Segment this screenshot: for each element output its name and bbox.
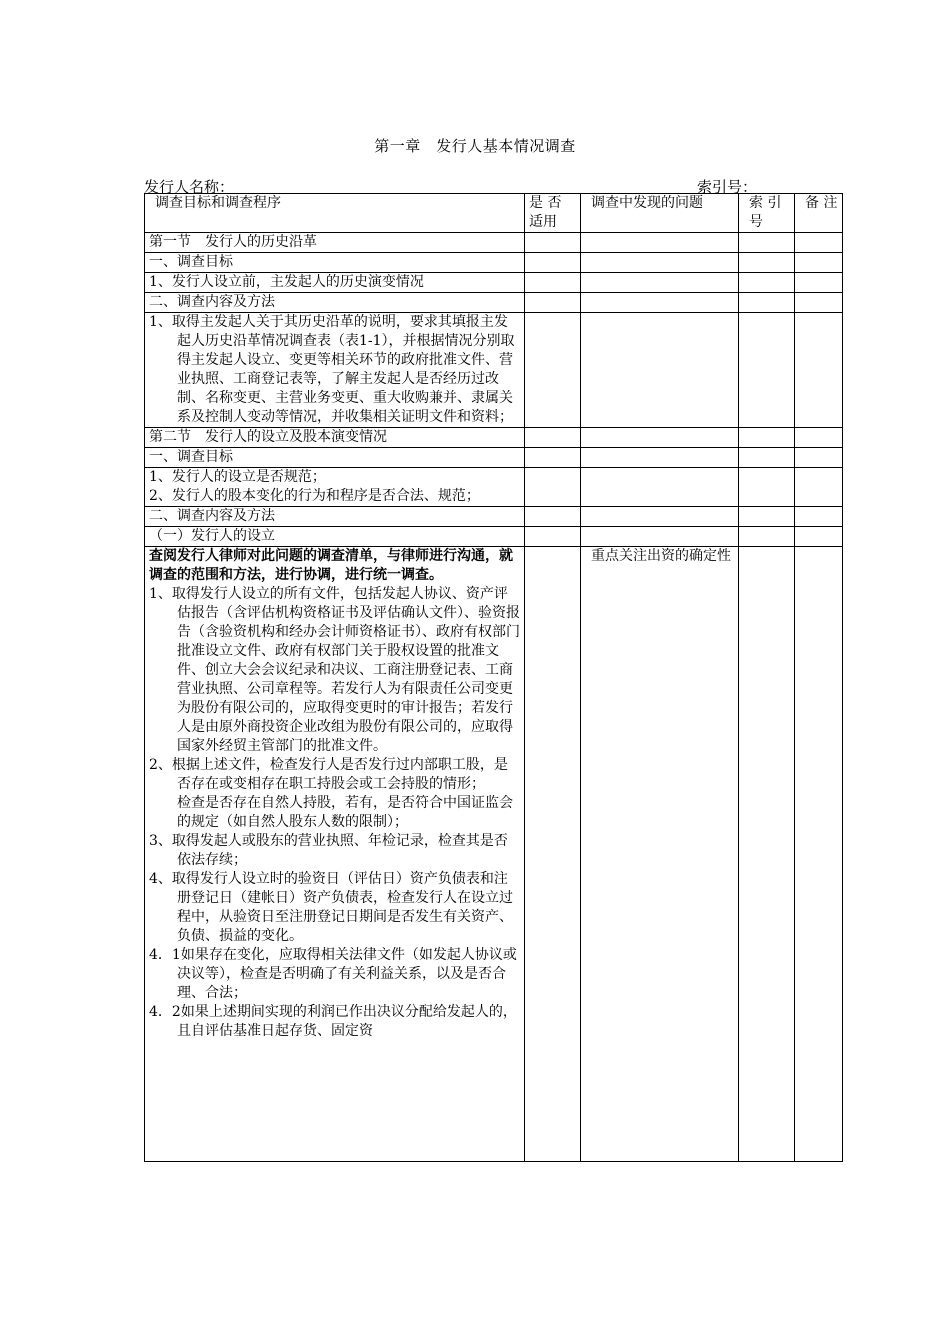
table-row — [145, 507, 843, 527]
procedure-item-2b: 检查是否存在自然人持股，若有，是否符合中国证监会的规定（如自然人股东人数的限制）； — [177, 795, 513, 830]
empty-cell — [525, 233, 581, 253]
empty-cell — [739, 293, 795, 313]
empty-cell — [525, 313, 581, 428]
header-issues: 调查中发现的问题 — [581, 194, 739, 233]
empty-cell — [795, 253, 843, 273]
section-2-goals-cell — [145, 468, 525, 507]
empty-cell — [795, 468, 843, 507]
empty-cell — [739, 233, 795, 253]
empty-cell — [795, 313, 843, 428]
empty-cell — [739, 428, 795, 448]
empty-cell — [795, 428, 843, 448]
empty-cell — [739, 468, 795, 507]
table-row — [145, 547, 843, 1162]
section-1-title: 第一节 发行人的历史沿革 — [145, 233, 525, 253]
table-row — [145, 468, 843, 507]
empty-cell — [739, 313, 795, 428]
header-remarks: 备 注 — [795, 194, 843, 233]
section-2-method-heading: 二、调查内容及方法 — [145, 507, 525, 527]
empty-cell — [739, 253, 795, 273]
section-1-method-item: 1、取得主发起人关于其历史沿革的说明，要求其填报主发起人历史沿革情况调查表（表1-1），并根据情况分别取得主发起人设立、变更等相关环节的政府批准文件、营业执照、工商登记表等，了解主发起人是否经历过改制、名称变更、主营业务变更、重大收购兼并、隶属关系及控制人变动等情况，并收集相关证明文件和资料； — [149, 314, 515, 425]
table-row — [145, 293, 843, 313]
section-1-method-cell — [145, 313, 525, 428]
empty-cell — [525, 428, 581, 448]
empty-cell — [795, 233, 843, 253]
header-procedure: 调查目标和调查程序 — [145, 194, 525, 233]
empty-cell — [581, 527, 739, 547]
section-1-goal-heading: 一、调查目标 — [145, 253, 525, 273]
empty-cell — [525, 547, 581, 1162]
empty-cell — [525, 468, 581, 507]
empty-cell — [581, 293, 739, 313]
procedure-item-3: 3、取得发起人或股东的营业执照、年检记录，检查其是否依法存续； — [149, 833, 508, 868]
empty-cell — [581, 253, 739, 273]
section-1-method-heading: 二、调查内容及方法 — [145, 293, 525, 313]
survey-table — [144, 193, 843, 1162]
empty-cell — [525, 253, 581, 273]
section-1-goal-item: 1、发行人设立前，主发起人的历史演变情况 — [145, 273, 525, 293]
table-row — [145, 273, 843, 293]
table-row — [145, 428, 843, 448]
empty-cell — [581, 313, 739, 428]
section-2-title: 第二节 发行人的设立及股本演变情况 — [145, 428, 525, 448]
empty-cell — [739, 527, 795, 547]
empty-cell — [795, 507, 843, 527]
issue-note: 重点关注出资的确定性 — [591, 548, 731, 564]
section-2-procedure-cell — [145, 547, 525, 1162]
procedure-item-4: 4、取得发行人设立时的验资日（评估日）资产负债表和注册登记日（建帐日）资产负债表，检查发行人在设立过程中，从验资日至注册登记日期间是否发生有关资产、负债、损益的变化。 — [149, 871, 513, 944]
table-row — [145, 233, 843, 253]
header-applicable: 是 否 适用 — [525, 194, 581, 233]
empty-cell — [739, 448, 795, 468]
chapter-title: 第一章 发行人基本情况调查 — [374, 137, 576, 155]
index-number-label: 索引号： — [697, 178, 758, 196]
procedure-item-2: 2、根据上述文件，检查发行人是否发行过内部职工股，是否存在或变相存在职工持股会或工会持股的情形； — [149, 757, 508, 792]
empty-cell — [795, 273, 843, 293]
empty-cell — [525, 293, 581, 313]
lawyer-checklist-note: 查阅发行人律师对此问题的调查清单，与律师进行沟通，就调查的范围和方法，进行协调，进行统一调查。 — [149, 548, 513, 583]
empty-cell — [739, 547, 795, 1162]
section-2-goal-item-1: 1、发行人的设立是否规范； — [149, 469, 326, 485]
table-row — [145, 448, 843, 468]
header-index: 索 引 号 — [739, 194, 795, 233]
section-2-subsection-1: （一）发行人的设立 — [145, 527, 525, 547]
empty-cell — [525, 527, 581, 547]
issue-cell — [581, 547, 739, 1162]
empty-cell — [581, 448, 739, 468]
empty-cell — [795, 547, 843, 1162]
empty-cell — [795, 527, 843, 547]
empty-cell — [795, 448, 843, 468]
empty-cell — [525, 507, 581, 527]
table-row — [145, 527, 843, 547]
empty-cell — [581, 428, 739, 448]
section-2-goal-item-2: 2、发行人的股本变化的行为和程序是否合法、规范； — [149, 488, 480, 504]
empty-cell — [581, 233, 739, 253]
procedure-item-1: 1、取得发行人设立的所有文件，包括发起人协议、资产评估报告（含评估机构资格证书及评估确认文件）、验资报告（含验资机构和经办会计师资格证书）、政府有权部门批准设立文件、政府有权部门关于股权设置的批准文件、创立大会会议纪录和决议、工商注册登记表、工商营业执照、公司章程等。若发行人为有限责任公司变更为股份有限公司的，应取得变更时的审计报告；若发行人是由原外商投资企业改组为股份有限公司的，应取得国家外经贸主管部门的批准文件。 — [149, 586, 520, 754]
issuer-name-label: 发行人名称： — [144, 178, 235, 196]
section-2-goal-heading: 一、调查目标 — [145, 448, 525, 468]
empty-cell — [581, 273, 739, 293]
empty-cell — [581, 468, 739, 507]
table-row — [145, 253, 843, 273]
table-row — [145, 313, 843, 428]
empty-cell — [739, 507, 795, 527]
table-header-row — [145, 194, 843, 233]
empty-cell — [581, 507, 739, 527]
empty-cell — [739, 273, 795, 293]
empty-cell — [525, 273, 581, 293]
procedure-item-4-1: 4．1如果存在变化，应取得相关法律文件（如发起人协议或决议等），检查是否明确了有关利益关系，以及是否合理、合法； — [149, 947, 517, 1001]
empty-cell — [525, 448, 581, 468]
procedure-item-4-2: 4．2如果上述期间实现的利润已作出决议分配给发起人的，且自评估基准日起存货、固定资 — [149, 1004, 517, 1039]
empty-cell — [795, 293, 843, 313]
